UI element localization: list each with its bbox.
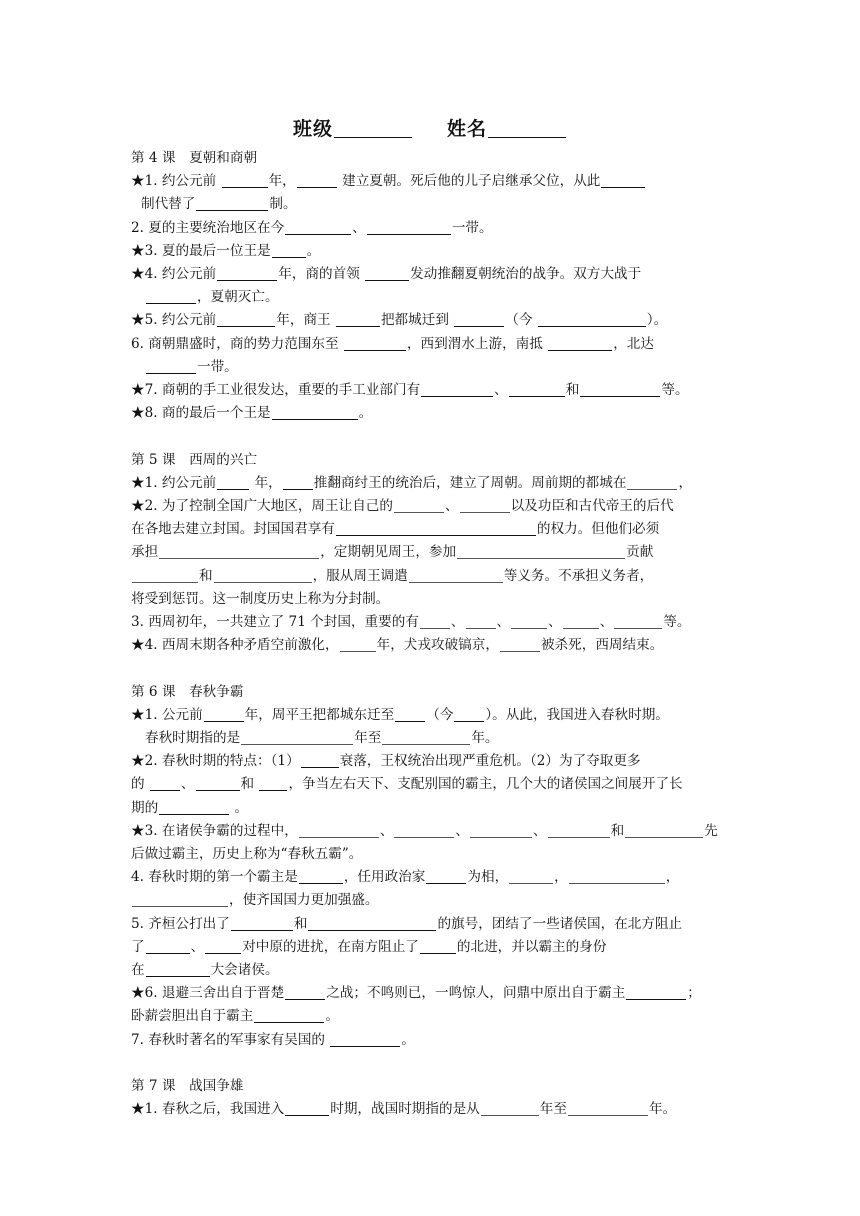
question-text: ，使齐国国力更加强盛。: [229, 892, 379, 909]
answer-blank: [205, 938, 241, 954]
question-text: ★1. 约公元前: [131, 173, 221, 190]
question-text: 、: [548, 614, 562, 631]
answer-blank: [538, 311, 646, 327]
question-line: [131, 611, 731, 634]
question-text: 被杀死，西周结束。: [540, 637, 664, 654]
question-text: 年至: [354, 730, 382, 747]
answer-blank: [299, 822, 379, 838]
answer-blank: [421, 381, 493, 397]
question-line: [131, 820, 731, 843]
answer-blank: [222, 172, 268, 188]
question-text: 的北进，并以霸主的身份: [456, 938, 607, 955]
question-text: 等义务。不承担义务者，: [503, 567, 654, 584]
answer-blank: [283, 474, 313, 490]
question-line: [131, 727, 731, 750]
question-line: [131, 1029, 731, 1052]
answer-blank: [563, 613, 599, 629]
lesson-4: [131, 147, 731, 425]
question-text: 年，商的首领: [278, 266, 365, 283]
answer-blank: [457, 543, 625, 559]
answer-blank: [299, 868, 343, 884]
question-text: 6. 商朝鼎盛时，商的势力范围东至: [131, 335, 343, 352]
lesson-6: [131, 681, 731, 1052]
question-line: [131, 959, 731, 982]
question-text: 、: [450, 614, 465, 631]
question-text: 、: [190, 938, 205, 955]
question-text: 、: [496, 614, 511, 631]
answer-blank: [159, 543, 319, 559]
answer-blank: [454, 311, 504, 327]
question-text: 承担: [131, 544, 159, 561]
question-text: 和: [240, 776, 259, 793]
question-text: ，服从周王调遣: [312, 567, 408, 584]
question-text: 等。: [663, 614, 691, 631]
question-line: [131, 356, 731, 379]
answer-blank: [548, 822, 610, 838]
question-text: 和: [610, 822, 625, 839]
answer-blank: [394, 497, 444, 513]
question-line: [131, 704, 731, 727]
question-text: 为相，: [467, 869, 509, 886]
lesson-heading: 第 7 课 战国争雄: [131, 1078, 244, 1095]
question-text: 建立夏朝。死后他的儿子启继承父位，从此: [337, 173, 601, 190]
question-text: ★8. 商的最后一个王是: [131, 405, 271, 422]
question-text: ★1. 公元前: [131, 706, 203, 723]
answer-blank: [196, 775, 240, 791]
question-text: 大会诸侯。: [210, 962, 279, 979]
answer-blank: [231, 915, 293, 931]
question-text: 、: [494, 382, 508, 399]
question-line: [131, 889, 731, 912]
answer-blank: [509, 381, 565, 397]
question-text: 的权力。但他们必须: [536, 521, 660, 538]
question-text: 、: [379, 822, 394, 839]
question-text: ★1. 春秋之后，我国进入: [131, 1101, 285, 1118]
question-text: 发动推翻夏朝统治的战争。双方大战于: [410, 266, 642, 283]
question-text: ；: [687, 985, 701, 1002]
question-text: 年。: [648, 1101, 677, 1118]
answer-blank: [150, 775, 180, 791]
question-text: 4. 春秋时期的第一个霸主是: [131, 869, 298, 886]
question-line: [131, 1005, 731, 1028]
question-text: 。: [306, 242, 321, 259]
question-line: [131, 379, 731, 402]
question-text: ，: [554, 869, 568, 886]
name-blank: [488, 122, 566, 138]
question-text: 5. 齐桓公打出了: [131, 915, 230, 932]
lesson-7: [131, 1075, 731, 1121]
answer-blank: [470, 822, 532, 838]
question-text: 、: [352, 219, 366, 236]
question-text: 年，周平王把都城东迁至: [244, 706, 395, 723]
question-text: ★6. 退避三舍出自于晋楚: [131, 985, 285, 1002]
question-line: [131, 286, 731, 309]
lesson-heading: 第 6 课 春秋争霸: [131, 683, 244, 700]
question-line: [131, 565, 731, 588]
question-text: 等。: [661, 382, 689, 399]
question-text: 的旗号，团结了一些诸侯国，在北方阻止: [437, 915, 683, 932]
answer-blank: [626, 984, 686, 1000]
question-text: ，定期朝见周王，参加: [320, 544, 457, 561]
question-text: 。: [230, 799, 249, 816]
question-text: 一带。: [451, 219, 493, 236]
question-text: 制代替了: [141, 196, 196, 213]
question-text: 和: [565, 382, 580, 399]
answer-blank: [569, 868, 665, 884]
question-text: 以及功臣和古代帝王的后代: [510, 498, 674, 515]
question-text: ）。从此，我国进入春秋时期。: [485, 706, 669, 723]
answer-blank: [259, 775, 287, 791]
question-text: 制。: [269, 196, 297, 213]
answer-blank: [420, 938, 456, 954]
question-line: [131, 240, 731, 263]
answer-blank: [159, 799, 229, 815]
answer-blank: [297, 172, 337, 188]
lesson-heading: 第 4 课 夏朝和商朝: [131, 150, 258, 166]
answer-blank: [285, 984, 325, 1000]
class-blank: [334, 122, 412, 138]
question-text: 春秋时期指的是: [145, 730, 241, 747]
answer-blank: [330, 1031, 400, 1047]
lesson-5: [131, 449, 731, 658]
answer-blank: [272, 242, 306, 258]
question-line: [131, 773, 731, 796]
answer-blank: [217, 474, 249, 490]
answer-blank: [241, 729, 353, 745]
question-text: ）。: [646, 312, 668, 329]
answer-blank: [426, 868, 466, 884]
question-text: 对中原的进扰，在南方阻止了: [242, 938, 419, 955]
answer-blank: [382, 729, 470, 745]
question-line: 后做过霸主，历史上称为“春秋五霸”。: [131, 846, 363, 863]
answer-blank: [146, 288, 196, 304]
question-text: ，任用政治家: [343, 869, 426, 886]
question-text: （今: [426, 706, 454, 723]
answer-blank: [625, 822, 703, 838]
question-text: ★3. 夏的最后一位王是: [131, 242, 271, 259]
question-text: 推翻商纣王的统治后，建立了周朝。周前期的都城在: [313, 474, 627, 491]
question-text: 3. 西周初年，一共建立了 71 个封国，重要的有: [131, 614, 419, 631]
question-line: [131, 170, 731, 193]
answer-blank: [146, 358, 196, 374]
question-text: 一带。: [197, 358, 238, 375]
question-text: ★2. 为了控制全国广大地区，周王让自己的: [131, 498, 393, 515]
question-text: 年。: [471, 730, 499, 747]
question-line: [131, 982, 731, 1005]
question-line: [131, 495, 731, 518]
question-line: [131, 193, 731, 216]
question-text: 贡献: [626, 544, 654, 561]
question-text: ★2. 春秋时期的特点：（1）: [131, 753, 300, 770]
answer-blank: [466, 613, 496, 629]
answer-blank: [367, 219, 451, 235]
question-text: 期的: [131, 799, 159, 816]
question-text: 的: [131, 776, 149, 793]
question-line: [131, 1098, 731, 1121]
question-text: ★4. 约公元前: [131, 266, 217, 283]
question-text: ，北达: [613, 335, 654, 352]
answer-blank: [460, 497, 510, 513]
question-line: [131, 217, 731, 240]
question-text: 年，: [250, 474, 282, 491]
question-text: 、: [444, 498, 459, 515]
question-text: ★4. 西周末期各种矛盾空前激化，: [131, 637, 339, 654]
question-text: ，: [678, 474, 693, 491]
question-text: 、: [599, 614, 614, 631]
question-line: [131, 866, 731, 889]
answer-blank: [500, 636, 540, 652]
question-line: [131, 518, 731, 541]
lesson-heading: 第 5 课 西周的兴亡: [131, 451, 258, 468]
question-line: [131, 309, 731, 332]
answer-blank: [511, 613, 547, 629]
answer-blank: [481, 1100, 539, 1116]
question-text: ，争当左右天下、支配别国的霸主，几个大的诸侯国之间展开了长: [288, 776, 683, 793]
answer-blank: [285, 1100, 329, 1116]
answer-blank: [365, 265, 409, 281]
class-label: 班级: [292, 118, 333, 140]
answer-blank: [301, 752, 339, 768]
answer-blank: [394, 822, 454, 838]
answer-blank: [217, 265, 277, 281]
answer-blank: [214, 567, 312, 583]
question-text: 。: [401, 1031, 415, 1048]
question-text: 年，: [268, 173, 296, 190]
question-line: [131, 936, 731, 959]
answer-blank: [146, 961, 210, 977]
answer-blank: [420, 613, 450, 629]
question-line: [131, 263, 731, 286]
answer-blank: [132, 567, 198, 583]
answer-blank: [580, 381, 660, 397]
answer-blank: [340, 636, 376, 652]
question-text: ★1. 约公元前: [131, 474, 217, 491]
question-text: ，夏朝灭亡。: [197, 289, 279, 306]
answer-blank: [217, 311, 275, 327]
question-text: 时期，战国时期指的是从: [330, 1101, 480, 1118]
question-text: 、: [455, 822, 470, 839]
answer-blank: [272, 404, 358, 420]
question-text: 卧薪尝胆出自于霸主: [131, 1008, 254, 1025]
question-text: 衰落，王权统治出现严重危机。（2）为了夺取更多: [339, 753, 641, 770]
answer-blank: [568, 1100, 648, 1116]
question-text: 2. 夏的主要统治地区在今: [131, 219, 285, 236]
answer-blank: [409, 567, 503, 583]
answer-blank: [344, 335, 406, 351]
answer-blank: [614, 613, 662, 629]
question-text: ★5. 约公元前: [131, 312, 217, 329]
answer-blank: [395, 706, 425, 722]
answer-blank: [548, 335, 612, 351]
question-text: 把都城迁到: [380, 312, 454, 329]
question-line: 将受到惩罚。这一制度历史上称为分封制。: [131, 590, 390, 607]
question-line: [131, 541, 731, 564]
question-text: 在: [131, 962, 145, 979]
question-text: 了: [131, 938, 145, 955]
question-line: [131, 402, 731, 425]
answer-blank: [627, 474, 677, 490]
question-text: 年，商王: [276, 312, 335, 329]
question-text: 、: [533, 822, 547, 839]
question-text: ，: [665, 869, 680, 886]
question-text: 先: [704, 822, 718, 839]
question-line: [131, 333, 731, 356]
question-text: 。: [358, 405, 373, 422]
question-text: 和: [199, 567, 213, 584]
answer-blank: [336, 520, 536, 536]
answer-blank: [204, 706, 244, 722]
answer-blank: [196, 195, 268, 211]
answer-blank: [132, 891, 228, 907]
name-label: 姓名: [447, 118, 488, 140]
worksheet-content: [131, 147, 731, 1121]
question-line: [131, 750, 731, 773]
question-text: 之战；不鸣则已，一鸣惊人，问鼎中原出自于霸主: [326, 985, 626, 1002]
question-line: [131, 797, 731, 820]
answer-blank: [509, 868, 553, 884]
question-text: 和: [293, 915, 308, 932]
question-text: 。: [325, 1008, 339, 1025]
question-text: 年至: [539, 1101, 567, 1118]
answer-blank: [146, 938, 190, 954]
question-line: [131, 634, 731, 657]
answer-blank: [285, 219, 351, 235]
question-text: 年，犬戎攻破镐京，: [376, 637, 499, 654]
answer-blank: [454, 706, 484, 722]
question-text: 在各地去建立封国。封国国君享有: [131, 521, 335, 538]
header-title: [0, 114, 860, 141]
question-text: 7. 春秋时著名的军事家有吴国的: [131, 1031, 330, 1048]
question-text: （今: [505, 312, 537, 329]
question-line: [131, 472, 731, 495]
question-text: ★3. 在诸侯争霸的过程中，: [131, 822, 298, 839]
question-text: ，西到渭水上游，南抵: [406, 335, 548, 352]
answer-blank: [254, 1007, 324, 1023]
question-text: ★7. 商朝的手工业很发达，重要的手工业部门有: [131, 382, 421, 399]
question-text: 、: [180, 776, 195, 793]
question-line: [131, 913, 731, 936]
answer-blank: [601, 172, 645, 188]
answer-blank: [336, 311, 380, 327]
answer-blank: [308, 915, 436, 931]
